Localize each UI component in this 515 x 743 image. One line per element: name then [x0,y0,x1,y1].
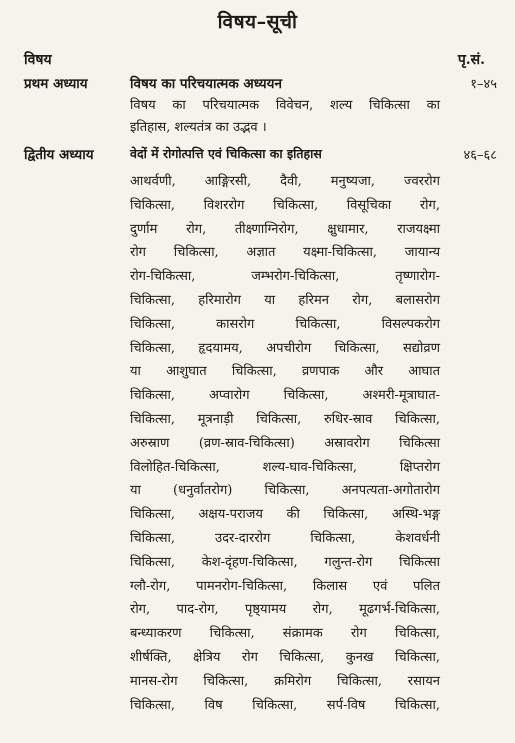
column-header-page-number: पृ.सं. [457,52,485,68]
chapter-2-line: चिकित्सा, अक्षय-पराजय की चिकित्सा, अस्थि-भङ्ग [130,507,440,523]
chapter-1-line: विषय का परिचयात्मक विवेचन, शल्य चिकित्सा का [130,98,440,113]
chapter-2-line: बन्ध्याकरण चिकित्सा, संक्रामक रोग चिकित्सा, [130,626,440,642]
chapter-2-line: रोग-चिकित्सा, जम्भरोग-चिकित्सा, तृष्णारोग- [130,269,440,285]
chapter-1-line: इतिहास, शल्यतंत्र का उद्भव । [130,120,267,135]
chapter-2-line: मानस-रोग चिकित्सा, क्रमिरोग चिकित्सा, रसायन [130,673,440,689]
chapter-2-line: चिकित्सा, विशररोग चिकित्सा, विसूचिका रोग, [130,197,440,213]
page-title: विषय–सूची [217,11,298,33]
chapter-2-line: चिकित्सा, कासरोग चिकित्सा, विसल्पकरोग [130,316,440,332]
chapter-1-pages: १–४५ [470,77,497,92]
chapter-2-line: चिकित्सा, उदर-दाररोग चिकित्सा, केशवर्धनी [130,531,440,546]
chapter-2-line: या (धनुर्वातरोग) चिकित्सा, अनपत्यता-अगोतारोग [130,483,440,499]
chapter-2-line: या आशुघात चिकित्सा, व्रणपाक और आघात [130,364,440,380]
chapter-2-line: रोग चिकित्सा, अज्ञात यक्ष्मा-चिकित्सा, जायान्य [130,245,440,261]
chapter-2-line: अरुस्राण (व्रण-स्राव-चिकित्सा) अस्रावरोग चिकित्सा [130,435,440,451]
chapter-1-label: प्रथम अध्याय [24,76,88,92]
chapter-2-line: चिकित्सा, विष चिकित्सा, सर्प-विष चिकित्सा, [130,697,440,713]
chapter-2-line: ग्लौ-रोग, पामनरोग-चिकित्सा, किलास एवं पलित [130,578,440,594]
chapter-2-line: चिकित्सा, मूत्रनाड़ी चिकित्सा, रुधिर-स्राव चिकित्सा, [130,412,440,427]
chapter-2-line: चिकित्सा, केश-दृंहण-चिकित्सा, गलुन्त-रोग चिकित्सा [130,554,440,570]
chapter-2-label: द्वितीय अध्याय [24,147,94,163]
chapter-2-line: चिकित्सा, हृदयामय, अपचीरोग चिकित्सा, सद्योव्रण [130,340,440,356]
chapter-2-pages: ४६–६८ [463,148,497,163]
chapter-2-line: चिकित्सा, हरिमारोग या हरिमन रोग, बलासरोग [130,293,440,308]
chapter-2-line: चिकित्सा, अप्वारोग चिकित्सा, अश्मरी-मूत्राघात- [130,388,440,404]
chapter-2-line: रोग, पाद-रोग, पृष्ठ्यामय रोग, मूढगर्भ-चिकित्सा, [130,602,440,618]
chapter-2-title: वेदों में रोगोत्पत्ति एवं चिकित्सा का इतिहास [130,146,322,161]
chapter-2-line: आथर्वणी, आङ्गिरसी, दैवी, मनुष्यजा, ज्वररोग [130,174,440,189]
chapter-1-title: विषय का परिचयात्मक अध्ययन [130,76,282,92]
chapter-2-line: शीर्षक्ति, क्षेत्रिय रोग चिकित्सा, कुनख चिकित्सा, [130,650,440,665]
column-header-subject: विषय [24,52,52,68]
chapter-2-line: विलोहित-चिकित्सा, शल्य-घाव-चिकित्सा, क्षिप्तरोग [130,459,440,475]
chapter-2-line: दुर्णाम रोग, तीक्ष्णाग्निरोग, क्षुधामार, राजयक्ष्मा [130,221,440,237]
